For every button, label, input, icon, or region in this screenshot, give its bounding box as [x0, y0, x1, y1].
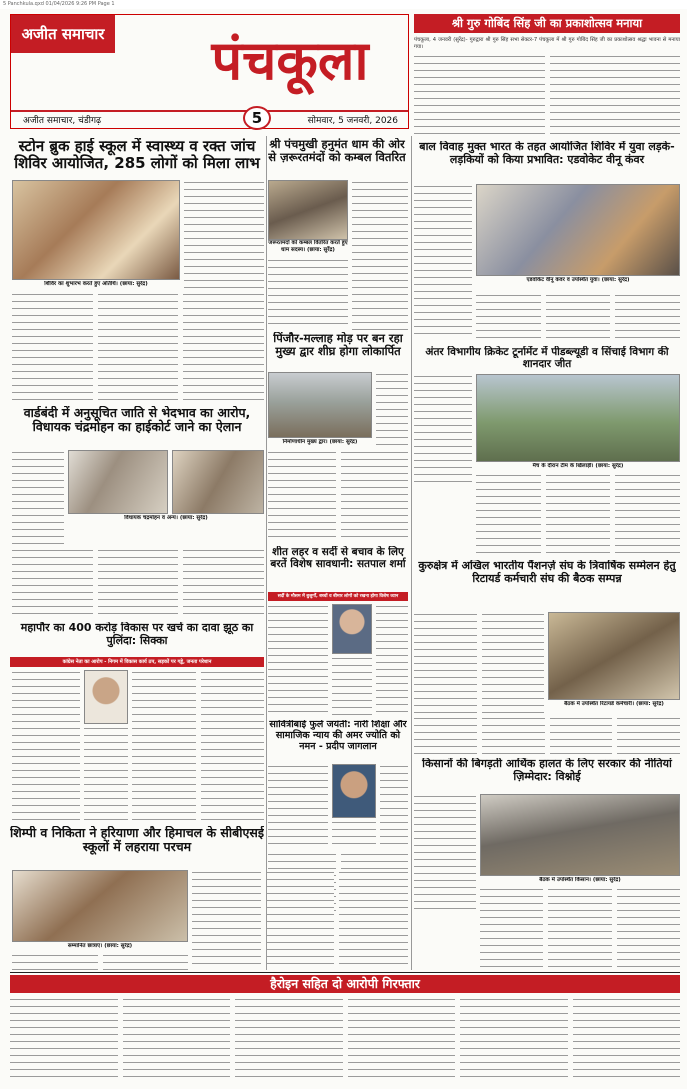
- body-school-health-2: [12, 292, 264, 404]
- headline-heroin: हैरोइन सहित दो आरोपी गिरफ्तार: [10, 975, 680, 993]
- column-rule-1: [266, 136, 267, 970]
- body-pinjore-2: [268, 450, 408, 542]
- headline-school-health: स्टोन ब्रुक हाई स्कूल में स्वास्थ्य व रक्त जांच शिविर आयोजित, 285 लोगों को मिला लाभ: [14, 138, 260, 173]
- masthead: [10, 14, 409, 129]
- headline-sikh: श्री गुरु गोबिंद सिंह जी का प्रकाशोत्सव मनाया: [414, 14, 680, 33]
- body-cold-3: [332, 656, 372, 716]
- page-number: 5: [243, 106, 271, 130]
- caption-farmers: बैठक में उपस्थित किसान। (छाया: सुरेंद्र): [539, 877, 621, 883]
- photo-pinjore: [268, 372, 372, 438]
- story-bal-vivah: [414, 141, 680, 181]
- story-savitri: [268, 720, 408, 762]
- caption-pinjore: निर्माणाधीन मुख्य द्वार। (छाया: सुरेंद्र): [282, 439, 358, 445]
- body-farmers-2: [480, 887, 680, 967]
- caption-ward: विधायक चंद्रमोहन व अन्य। (छाया: सुरेंद्र): [124, 515, 208, 521]
- caption-pensioners: बैठक में उपस्थित रिटायर्ड कर्मचारी। (छाया: सुरेंद्र): [564, 701, 664, 707]
- body-cold-1: [268, 604, 328, 716]
- lead-sikh: पंचकूला, 4 जनवरी (सुरेंद्र)- गुरुद्वारा श्री गुरु सिंह सभा सेक्टर-7 पंचकूला में श्री गुरु गोबिंद सिंह जी का प्रकाशोत्सव श्रद्धा भावना से मनाया गया।: [414, 37, 680, 51]
- photo-bal-vivah: [476, 184, 680, 276]
- subhead-mahapaur: कांग्रेस नेता का आरोप - निगम में विकास कार्य ठप, सड़कों पर गड्ढे, जनता परेशान: [10, 657, 264, 667]
- photo-hanuman: [268, 180, 348, 240]
- body-pensioners-1: [414, 612, 544, 714]
- paper-name: अजीत समाचार: [11, 15, 115, 53]
- body-sikh: [414, 54, 680, 138]
- caption-shimpi: सम्मानित छात्राएं। (छाया: सुरेंद्र): [67, 943, 133, 949]
- body-bal-vivah-1: [414, 184, 472, 334]
- headline-pensioners: कुरुक्षेत्र में अखिल भारतीय पैंशनर्ज़ संघ के त्रिवार्षिक सम्मेलन हेतु रिटायर्ड कर्मचारी संघ की बैठक सम्पन्न: [418, 560, 676, 585]
- body-ward-1: [12, 450, 64, 546]
- body-mahapaur-3: [132, 670, 264, 822]
- story-mahapaur: [10, 622, 264, 658]
- body-bal-vivah-2: [476, 293, 680, 341]
- body-savitri-3: [332, 820, 376, 850]
- headline-ward: वार्डबंदी में अनुसूचित जाति से भेदभाव का आरोप, विधायक चंद्रमोहन का हाईकोर्ट जाने का ऐलान: [23, 406, 251, 435]
- body-mahapaur-2: [84, 726, 128, 822]
- photo-school-health: [12, 180, 180, 280]
- body-school-health-1: [184, 180, 264, 290]
- body-ward-2: [12, 548, 264, 618]
- photo-pensioners: [548, 612, 680, 700]
- story-farmers: [414, 758, 680, 792]
- headline-cold: शीत लहर व सर्दी से बचाव के लिए बरतें विशेष सावधानी: सतपाल शर्मा: [270, 546, 406, 571]
- headline-hanuman: श्री पंचमुखी हनुमंत धाम की ओर से ज़रूरतमंदों को कम्बल वितरित: [268, 138, 406, 165]
- story-pensioners: [414, 560, 680, 610]
- headline-pinjore: पिंजौर-मल्लाह मोड़ पर बन रहा मुख्य द्वार शीघ्र होगा लोकार्पित: [273, 332, 403, 359]
- section-title: पंचकूला: [211, 28, 369, 92]
- body-hanuman-2: [268, 258, 348, 330]
- headline-cricket: अंतर विभागीय क्रिकेट टूर्नामेंट में पीडब्ल्यूडी व सिंचाई विभाग की शानदार जीत: [425, 346, 669, 371]
- body-shimpi-2: [12, 953, 188, 971]
- body-savitri-2: [380, 764, 408, 850]
- headline-farmers: किसानों की बिगड़ती आर्थिक हालत के लिए सरकार की नीतियां ज़िम्मेदार: विश्नोई: [422, 758, 672, 783]
- story-hanuman: [268, 138, 406, 178]
- caption-cricket: मैच के दौरान टीम के खिलाड़ी। (छाया: सुरेंद्र): [532, 463, 624, 469]
- photo-shimpi: [12, 870, 188, 942]
- body-savitri-1: [268, 764, 328, 850]
- body-cricket-1: [414, 374, 472, 482]
- body-pensioners-2: [414, 716, 680, 754]
- photo-cold: [332, 604, 372, 654]
- body-cold-2: [376, 604, 408, 716]
- photo-ward-2: [172, 450, 264, 514]
- story-ward: [10, 406, 264, 446]
- headline-mahapaur: महापौर का 400 करोड़ विकास पर खर्च का दावा झूठ का पुलिंदा: सिक्का: [20, 622, 254, 647]
- story-cricket: [414, 346, 680, 372]
- body-farmers-1: [414, 794, 476, 914]
- scan-header: 5 Panchkula.qxd 01/04/2026 9:26 PM Page 1: [0, 0, 687, 9]
- body-cricket-2: [476, 473, 680, 557]
- body-mahapaur-1: [12, 670, 80, 822]
- story-shimpi: [10, 826, 264, 866]
- headline-bal-vivah: बाल विवाह मुक्त भारत के तहत आयोजित शिविर में युवा लड़के-लड़कियों को किया प्रभावित: एडवोकेट वीनू कंवर: [419, 141, 675, 166]
- headline-shimpi: शिम्पी व निकिता ने हरियाणा और हिमाचल के सीबीएसई स्कूलों में लहराया परचम: [10, 826, 264, 855]
- masthead-place: अजीत समाचार, चंडीगढ़: [23, 116, 102, 126]
- photo-savitri: [332, 764, 376, 818]
- headline-savitri: सावित्रीबाई फुले जयंती: नारी शिक्षा और सामाजिक न्याय की अमर ज्योति को नमन - प्रदीप जागलान: [269, 720, 407, 752]
- body-shimpi-1: [192, 870, 408, 968]
- photo-mahapaur: [84, 670, 128, 724]
- caption-bal-vivah: एडवोकेट वीनू कंवर व उपस्थित युवा। (छाया: सुरेंद्र): [526, 277, 630, 283]
- photo-farmers: [480, 794, 680, 876]
- body-hanuman-1: [352, 180, 408, 330]
- masthead-info-bar: [11, 110, 408, 129]
- caption-school-health: शिविर का शुभारंभ करते हुए अतिथि। (छाया: सुरेंद्र): [44, 281, 148, 287]
- photo-cricket: [476, 374, 680, 462]
- caption-hanuman: जरूरतमंदों को कम्बल वितरित करते हुए धाम सदस्य। (छाया: सुरेंद्र): [268, 240, 348, 253]
- subhead-cold: सर्दी के मौसम में बुजुर्गों, बच्चों व बीमार लोगों को रखना होगा विशेष ध्यान: [268, 592, 408, 601]
- column-rule-2: [411, 136, 412, 970]
- story-pinjore: [268, 332, 408, 372]
- body-heroin: [10, 997, 680, 1081]
- body-pinjore-1: [376, 372, 408, 447]
- divider-rule: [10, 972, 680, 973]
- edition-date: सोमवार, 5 जनवरी, 2026: [307, 116, 398, 126]
- story-sikh: [414, 14, 680, 138]
- photo-ward-1: [68, 450, 168, 514]
- story-cold: [268, 546, 408, 590]
